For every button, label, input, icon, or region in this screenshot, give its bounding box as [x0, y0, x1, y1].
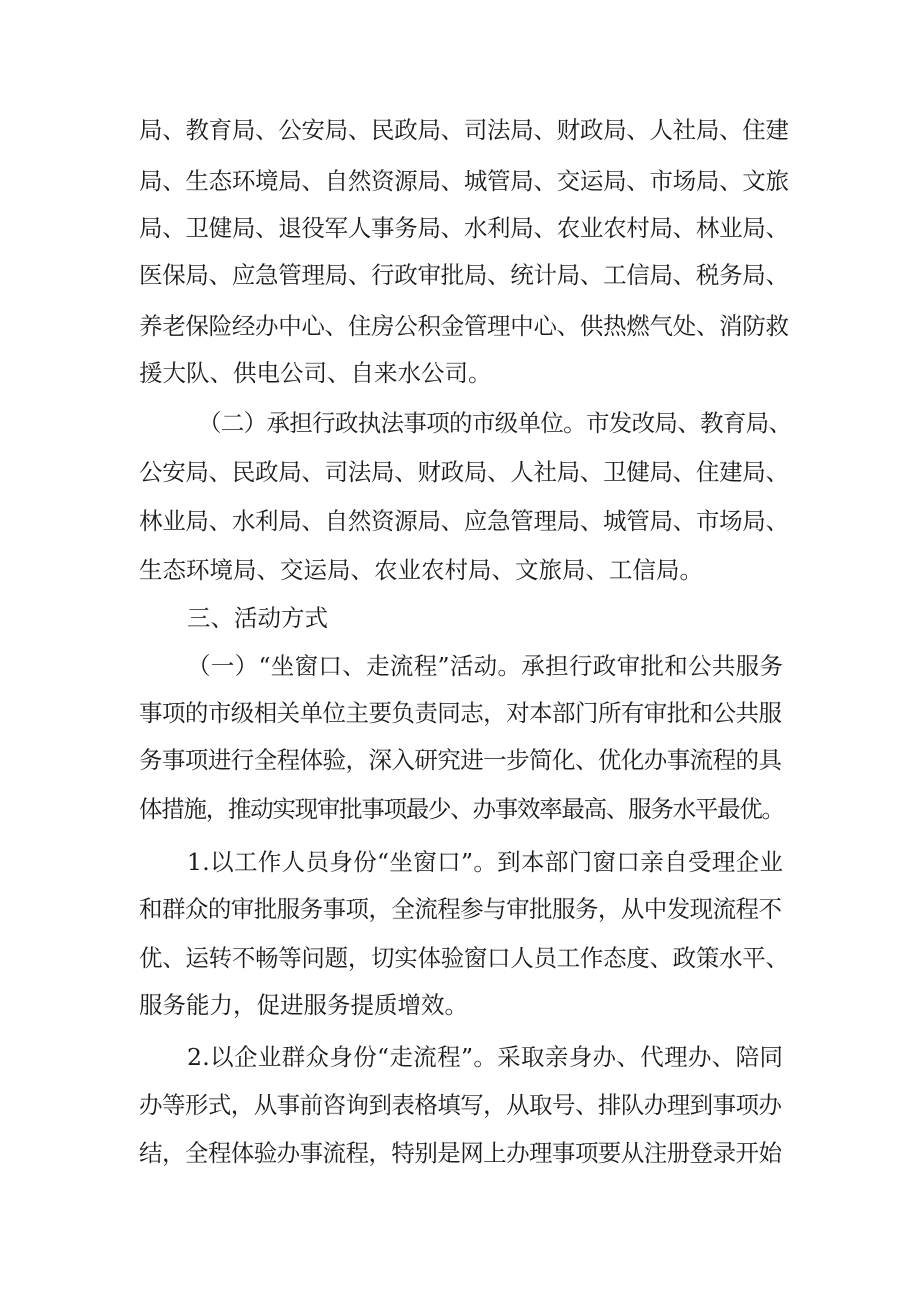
text-line: 2.以企业群众身份“走流程”。采取亲身办、代理办、陪同 — [187, 1043, 784, 1071]
text-line: 务事项进行全程体验，深入研究进一步简化、优化办事流程的具 — [139, 746, 782, 774]
text-line: 事项的市级相关单位主要负责同志，对本部门所有审批和公共服 — [139, 699, 782, 727]
text-line: （一）“坐窗口、走流程”活动。承担行政审批和公共服务 — [187, 652, 784, 680]
section-heading: 三、活动方式 — [187, 604, 328, 632]
text-line: 局、生态环境局、自然资源局、城管局、交运局、市场局、文旅 — [139, 167, 789, 195]
text-line: 办等形式，从事前咨询到表格填写，从取号、排队办理到事项办 — [139, 1091, 782, 1119]
text-line: 生态环境局、交运局、农业农村局、文旅局、工信局。 — [139, 556, 703, 584]
text-line: 局、教育局、公安局、民政局、司法局、财政局、人社局、住建 — [139, 116, 789, 144]
text-line: 援大队、供电公司、自来水公司。 — [139, 359, 492, 387]
text-line: （二）承担行政执法事项的市级单位。市发改局、教育局、 — [198, 409, 792, 437]
text-line: 医保局、应急管理局、行政审批局、统计局、工信局、税务局、 — [139, 261, 789, 289]
text-line: 和群众的审批服务事项，全流程参与审批服务，从中发现流程不 — [139, 895, 782, 923]
text-line: 优、运转不畅等问题，切实体验窗口人员工作态度、政策水平、 — [139, 944, 789, 972]
text-line: 结，全程体验办事流程，特别是网上办理事项要从注册登录开始 — [139, 1139, 782, 1167]
text-line: 局、卫健局、退役军人事务局、水利局、农业农村局、林业局、 — [139, 214, 789, 242]
text-line: 公安局、民政局、司法局、财政局、人社局、卫健局、住建局、 — [139, 458, 789, 486]
text-line: 服务能力，促进服务提质增效。 — [139, 991, 468, 1019]
text-line: 养老保险经办中心、住房公积金管理中心、供热燃气处、消防救 — [139, 312, 789, 340]
text-line: 1.以工作人员身份“坐窗口”。到本部门窗口亲自受理企业 — [187, 848, 784, 876]
text-line: 体措施，推动实现审批事项最少、办事效率最高、服务水平最优。 — [139, 795, 784, 823]
text-line: 林业局、水利局、自然资源局、应急管理局、城管局、市场局、 — [139, 507, 789, 535]
